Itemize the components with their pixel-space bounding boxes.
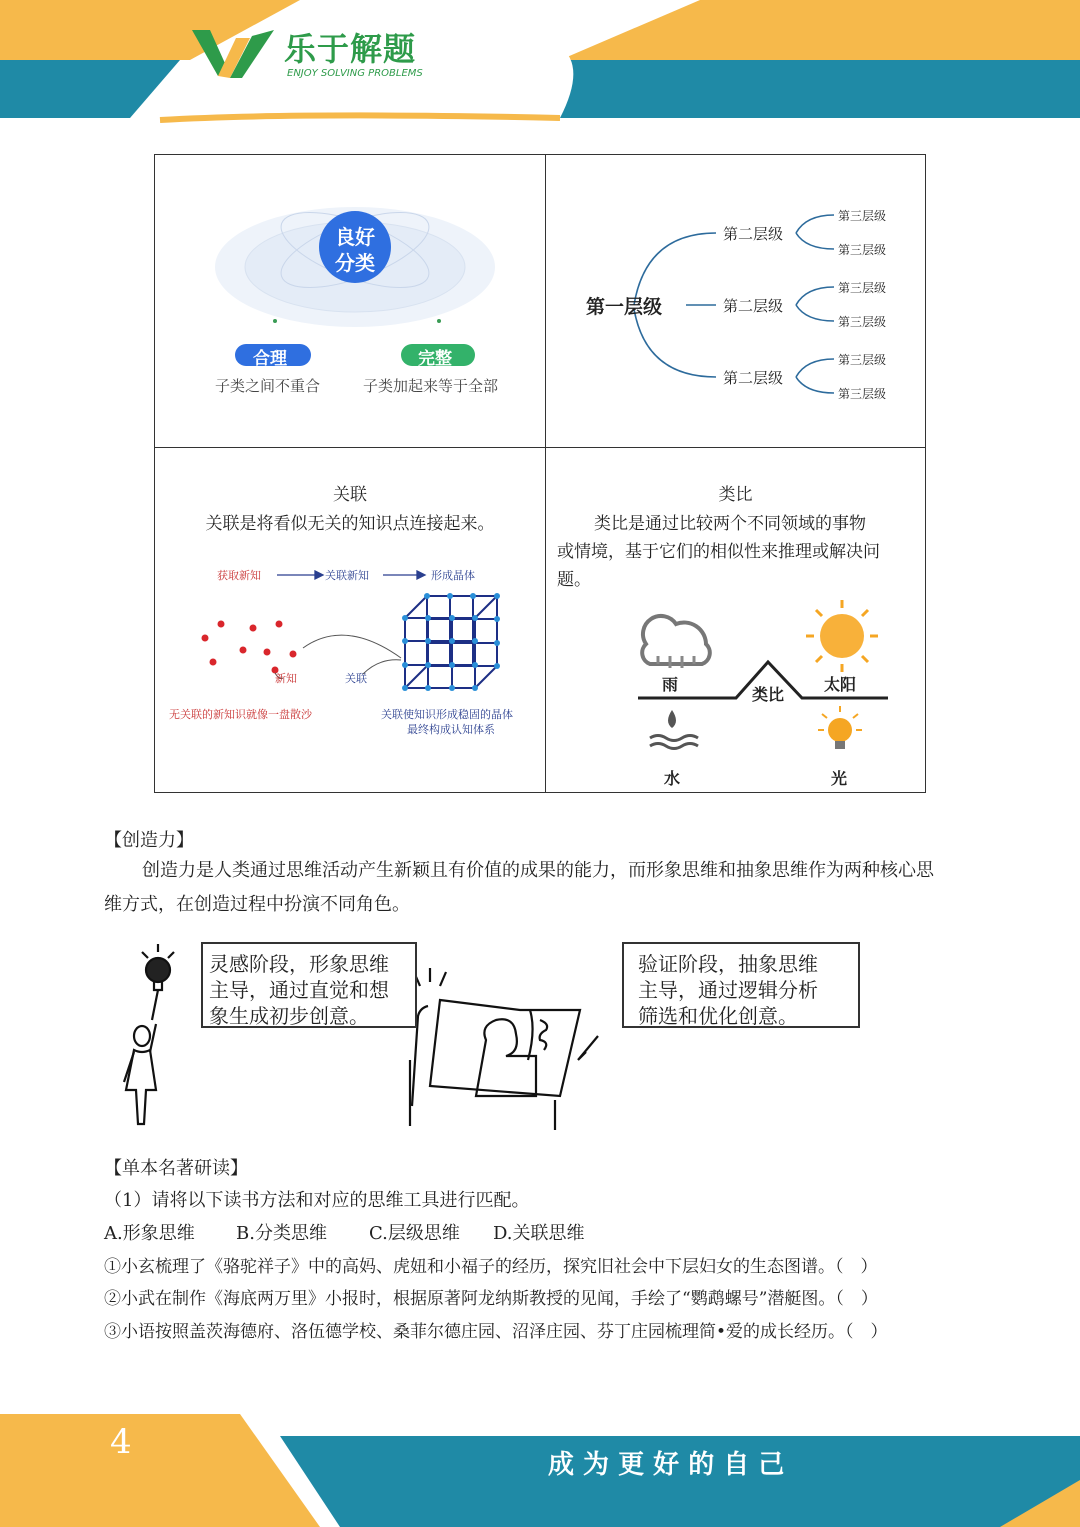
association-title: 关联 — [333, 485, 367, 505]
label-rain: 雨 — [662, 675, 679, 694]
option-c: C.层级思维 — [369, 1223, 460, 1244]
hierarchy-level2-item: 第二层级 — [723, 297, 784, 315]
brand-name: 乐于解题 — [284, 30, 417, 68]
footer-banner-graphic — [0, 1410, 1080, 1527]
label-association: 关联 — [345, 672, 367, 685]
lightbulb-icon — [818, 706, 862, 749]
label-new-knowledge: 新知 — [275, 672, 297, 685]
hierarchy-level3-item: 第三层级 — [838, 281, 887, 295]
bubble-right-line3: 筛选和优化创意。 — [638, 1004, 798, 1028]
rain-cloud-icon — [642, 616, 710, 668]
option-a: A.形象思维 — [104, 1223, 195, 1244]
bubble-right-line1: 验证阶段，抽象思维 — [638, 952, 818, 976]
label-light: 光 — [831, 769, 848, 788]
brand-tagline: ENJOY SOLVING PROBLEMS — [287, 68, 423, 79]
creativity-paragraph-line1: 创造力是人类通过思维活动产生新颖且有价值的成果的能力，而形象思维和抽象思维作为两种核心思 — [142, 860, 934, 881]
cell-classification — [154, 154, 546, 448]
hierarchy-level3-item: 第三层级 — [838, 315, 887, 329]
classification-center-line2: 分类 — [335, 251, 375, 275]
option-b: B.分类思维 — [236, 1223, 327, 1244]
cell-hierarchy — [545, 154, 926, 448]
creativity-paragraph-line2: 维方式，在创造过程中扮演不同角色。 — [104, 894, 410, 915]
reading-item-2: ②小武在制作《海底两万里》小报时，根据原著阿龙纳斯教授的见闻，手绘了“鹦鹉螺号”潜艇图。（ ） — [104, 1289, 878, 1309]
reading-item-1: ①小玄梳理了《骆驼祥子》中的高妈、虎妞和小福子的经历，探究旧社会中下层妇女的生态图谱。（ ） — [104, 1257, 878, 1277]
caption-crystal-line2: 最终构成认知体系 — [407, 723, 495, 736]
tag-reasonable: 合理 — [253, 349, 287, 369]
bubble-left-line1: 灵感阶段，形象思维 — [209, 952, 389, 976]
flow-step-link: 关联新知 — [325, 569, 369, 582]
label-water: 水 — [664, 769, 681, 788]
bubble-left-line3: 象生成初步创意。 — [209, 1004, 369, 1028]
caption-scattered: 无关联的新知识就像一盘散沙 — [169, 708, 312, 721]
footer-slogan: 成 为 更 好 的 自 己 — [548, 1450, 785, 1480]
association-desc: 关联是将看似无关的知识点连接起来。 — [205, 514, 495, 534]
flow-step-crystal: 形成晶体 — [431, 569, 475, 582]
speech-bubble-verification — [622, 942, 860, 1028]
cell-analogy — [545, 447, 926, 793]
sun-icon — [806, 600, 878, 672]
hierarchy-level1: 第一层级 — [586, 296, 663, 318]
label-sun: 太阳 — [824, 675, 857, 694]
water-drop-icon — [650, 710, 698, 749]
bubble-left-line2: 主导，通过直觉和想 — [209, 978, 389, 1002]
hierarchy-level3-item: 第三层级 — [838, 209, 887, 223]
classification-center-line1: 良好 — [335, 225, 375, 249]
hierarchy-level3-item: 第三层级 — [838, 353, 887, 367]
cell-association — [154, 447, 546, 793]
reading-question: （1）请将以下读书方法和对应的思维工具进行匹配。 — [104, 1190, 530, 1211]
analogy-desc-line3: 题。 — [557, 570, 591, 590]
brand-logo-icon — [192, 26, 276, 80]
tag-complete: 完整 — [418, 349, 452, 369]
analogy-desc-line2: 或情境，基于它们的相似性来推理或解决问 — [557, 542, 880, 562]
hierarchy-level2-item: 第二层级 — [723, 369, 784, 387]
hierarchy-level3-item: 第三层级 — [838, 387, 887, 401]
association-illustration — [155, 448, 545, 792]
desc-no-overlap: 子类之间不重合 — [215, 377, 321, 395]
classification-orbit-graphic — [155, 155, 545, 447]
hierarchy-level3-item: 第三层级 — [838, 243, 887, 257]
creativity-heading: 【创造力】 — [104, 830, 194, 851]
desc-sum-to-whole: 子类加起来等于全部 — [363, 377, 499, 395]
analogy-illustration — [546, 448, 925, 792]
hierarchy-level2-item: 第二层级 — [723, 225, 784, 243]
speech-bubble-inspiration — [201, 942, 417, 1028]
label-analogy-center: 类比 — [752, 685, 785, 704]
reading-item-3: ③小语按照盖茨海德府、洛伍德学校、桑菲尔德庄园、沼泽庄园、芬丁庄园梳理简•爱的成长经历。（ ） — [104, 1322, 888, 1342]
analogy-title: 类比 — [718, 485, 753, 505]
analogy-desc-line1: 类比是通过比较两个不同领域的事物 — [594, 514, 866, 534]
header-banner-graphic — [0, 0, 1080, 125]
page-header — [0, 0, 1080, 125]
reading-heading: 【单本名著研读】 — [104, 1158, 248, 1179]
caption-crystal-line1: 关联使知识形成稳固的晶体 — [381, 708, 513, 721]
page-footer — [0, 1410, 1080, 1527]
bubble-right-line2: 主导，通过逻辑分析 — [638, 978, 818, 1002]
flow-step-acquire: 获取新知 — [217, 569, 261, 582]
option-d: D.关联思维 — [493, 1223, 585, 1244]
page-number: 4 — [110, 1422, 132, 1462]
